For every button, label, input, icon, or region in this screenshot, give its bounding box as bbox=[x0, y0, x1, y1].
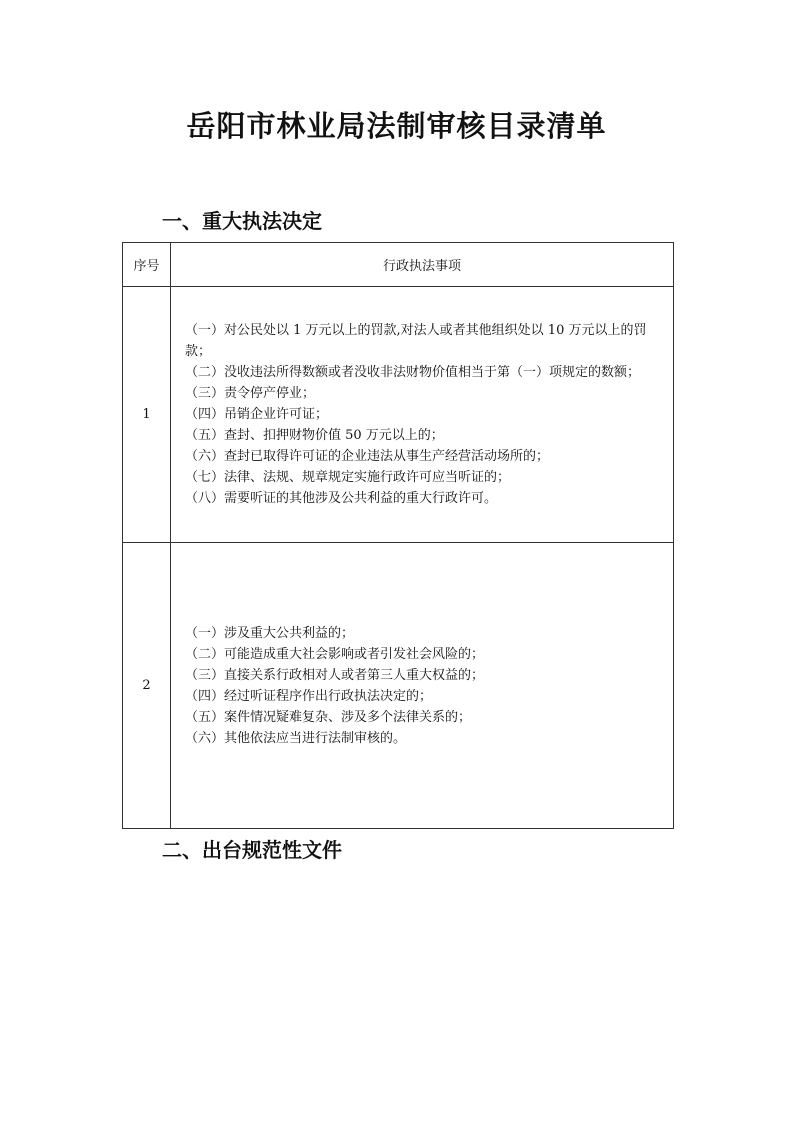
list-item: （三）责令停产停业； bbox=[185, 386, 316, 401]
list-item: （五）查封、扣押财物价值 50 万元以上的； bbox=[185, 428, 444, 443]
list-item: （六）其他依法应当进行法制审核的。 bbox=[185, 730, 407, 746]
list-item: （六）查封已取得许可证的企业违法从事生产经营活动场所的； bbox=[185, 449, 550, 464]
list-item: （四）经过听证程序作出行政执法决定的； bbox=[185, 688, 433, 704]
row-seq-number: 2 bbox=[123, 543, 171, 829]
row-items-cell bbox=[171, 287, 674, 543]
row-seq-number: 1 bbox=[123, 287, 171, 543]
document-title: 岳阳市林业局法制审核目录清单 bbox=[186, 109, 607, 143]
table-row bbox=[123, 287, 674, 543]
section-heading-normative-documents: 二、出台规范性文件 bbox=[162, 838, 342, 862]
column-header-items: 行政执法事项 bbox=[171, 243, 674, 287]
list-item: （三）直接关系行政相对人或者第三人重大权益的； bbox=[185, 667, 485, 683]
list-item: （一）涉及重大公共利益的； bbox=[185, 625, 355, 641]
list-item: （一）对公民处以 1 万元以上的罚款,对法人或者其他组织处以 10 万元以上的罚款； bbox=[185, 323, 647, 359]
list-item: （四）吊销企业许可证； bbox=[185, 407, 329, 422]
section-heading-major-decisions: 一、重大执法决定 bbox=[162, 209, 322, 233]
list-item: （二）可能造成重大社会影响或者引发社会风险的； bbox=[185, 646, 485, 662]
list-item: （八）需要听证的其他涉及公共利益的重大行政许可。 bbox=[185, 491, 498, 506]
row-items-cell bbox=[171, 543, 674, 829]
list-item: （二）没收违法所得数额或者没收非法财物价值相当于第（一）项规定的数额； bbox=[185, 365, 641, 380]
list-item: （五）案件情况疑难复杂、涉及多个法律关系的； bbox=[185, 709, 472, 725]
table-header-row bbox=[123, 243, 674, 287]
table-row bbox=[123, 543, 674, 829]
column-header-seq: 序号 bbox=[123, 243, 171, 287]
law-enforcement-matters-table bbox=[122, 242, 674, 829]
list-item: （七）法律、法规、规章规定实施行政许可应当听证的； bbox=[185, 470, 511, 485]
